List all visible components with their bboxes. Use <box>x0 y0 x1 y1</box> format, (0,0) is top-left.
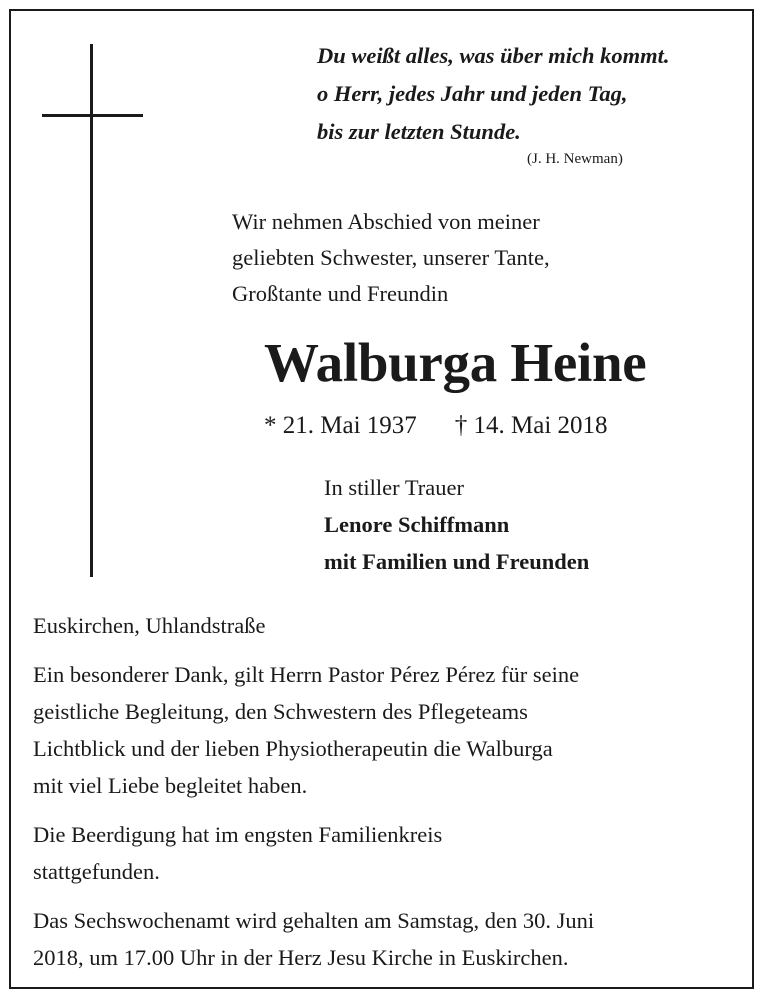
intro-line: Wir nehmen Abschied von meiner <box>232 209 540 234</box>
thanks-paragraph <box>33 656 743 804</box>
mourners-block <box>324 469 589 580</box>
funeral-line: Die Beerdigung hat im engsten Familienkreis <box>33 822 443 847</box>
place-paragraph <box>33 607 743 644</box>
cross-icon-vertical-bar <box>90 44 93 577</box>
bible-quote <box>317 37 737 151</box>
quote-line: bis zur letzten Stunde. <box>317 119 521 144</box>
thanks-line: mit viel Liebe begleitet haben. <box>33 773 308 798</box>
funeral-paragraph <box>33 816 743 890</box>
place-line: Euskirchen, Uhlandstraße <box>33 613 266 638</box>
intro-line: Großtante und Freundin <box>232 281 449 306</box>
death-date: † 14. Mai 2018 <box>454 412 608 439</box>
birth-date: * 21. Mai 1937 <box>264 412 417 439</box>
intro-line: geliebten Schwester, unserer Tante, <box>232 245 550 270</box>
notice-body <box>33 607 743 988</box>
thanks-line: Lichtblick und der lieben Physiotherapeutin die Walburga <box>33 736 553 761</box>
funeral-line: stattgefunden. <box>33 859 160 884</box>
mass-paragraph <box>33 902 743 976</box>
mourning-label: In stiller Trauer <box>324 475 464 500</box>
thanks-line: Ein besonderer Dank, gilt Herrn Pastor Pérez Pérez für seine <box>33 662 580 687</box>
mass-line: Das Sechswochenamt wird gehalten am Samstag, den 30. Juni <box>33 908 595 933</box>
mass-line: 2018, um 17.00 Uhr in der Herz Jesu Kirche in Euskirchen. <box>33 945 569 970</box>
thanks-line: geistliche Begleitung, den Schwestern des Pflegeteams <box>33 699 528 724</box>
deceased-name: Walburga Heine <box>264 332 647 393</box>
quote-line: o Herr, jedes Jahr und jeden Tag, <box>317 81 628 106</box>
mourner-name: Lenore Schiffmann <box>324 512 510 537</box>
farewell-intro <box>232 204 732 312</box>
quote-line: Du weißt alles, was über mich kommt. <box>317 43 670 68</box>
cross-icon-horizontal-bar <box>42 114 143 117</box>
mourner-family: mit Familien und Freunden <box>324 549 590 574</box>
life-dates <box>264 408 608 444</box>
quote-author: (J. H. Newman) <box>527 151 623 167</box>
obituary-notice <box>9 9 754 989</box>
